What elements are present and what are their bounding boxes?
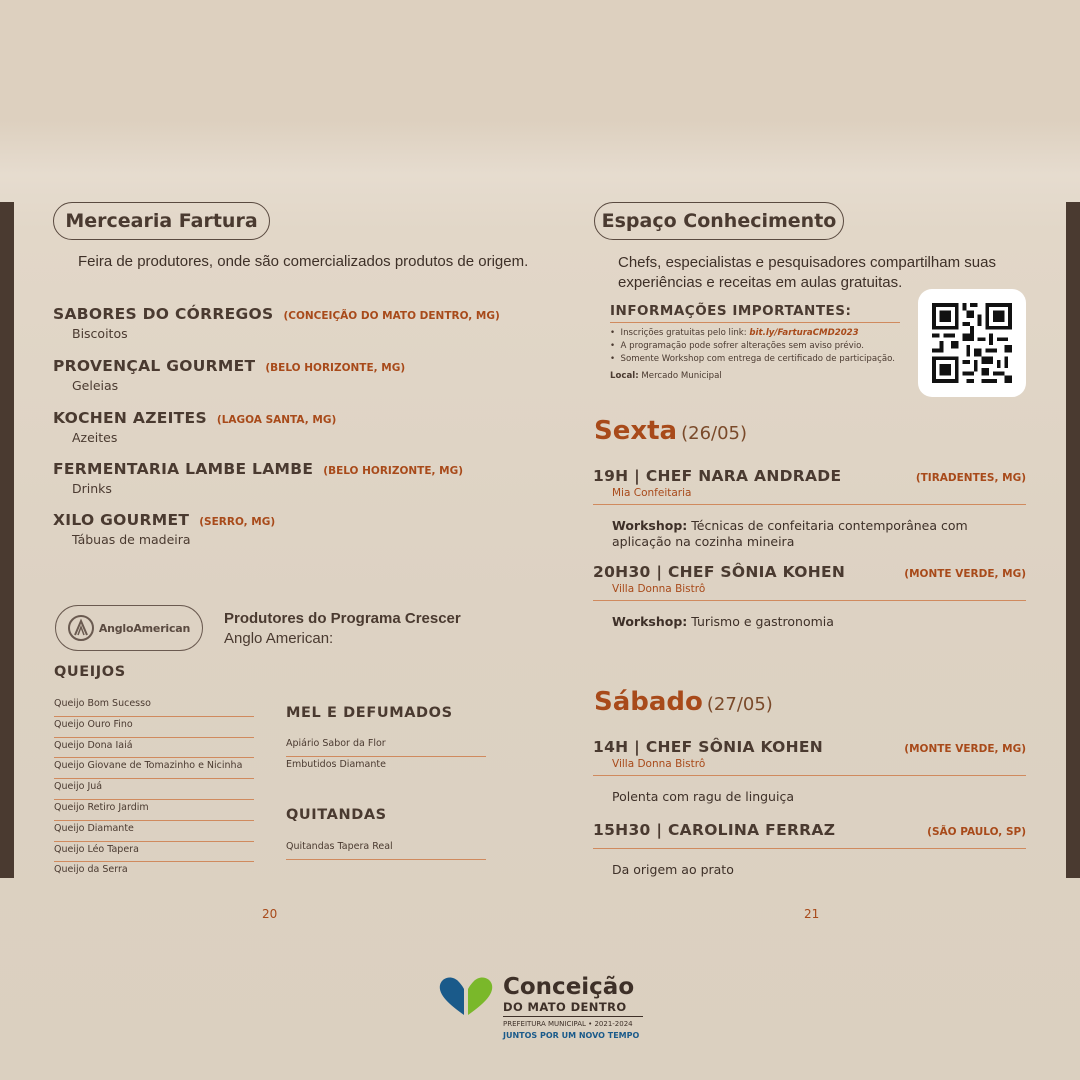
heart-icon bbox=[438, 975, 494, 1017]
list-item: Queijo Retiro Jardim bbox=[54, 800, 254, 821]
page-edge-right bbox=[1066, 202, 1080, 878]
producer-product: Tábuas de madeira bbox=[72, 532, 191, 547]
qr-code-icon bbox=[932, 303, 1012, 383]
producer-list bbox=[53, 304, 553, 561]
list-item: Queijo Dona Iaiá bbox=[54, 738, 254, 759]
event-title: 15H30 | CAROLINA FERRAZ bbox=[593, 821, 836, 839]
qr-code[interactable] bbox=[918, 289, 1026, 397]
producer-item bbox=[53, 304, 553, 356]
day-heading-sabado: Sábado (27/05) bbox=[594, 687, 773, 717]
espaco-title: Espaço Conhecimento bbox=[594, 202, 844, 240]
queijos-title: QUEIJOS bbox=[54, 664, 126, 680]
page-edge-left bbox=[0, 202, 14, 878]
mel-title: MEL E DEFUMADOS bbox=[286, 705, 453, 721]
producer-location: (LAGOA SANTA, MG) bbox=[216, 414, 337, 426]
event-item bbox=[593, 738, 1026, 805]
list-item: Embutidos Diamante bbox=[286, 758, 386, 770]
mel-list bbox=[286, 736, 486, 778]
footer-brand: Conceição DO MATO DENTRO PREFEITURA MUNICIPAL • 2021-2024 JUNTOS POR UM NOVO TEMPO bbox=[503, 974, 643, 1040]
producer-product: Drinks bbox=[72, 481, 112, 496]
list-item: Quitandas Tapera Real bbox=[286, 839, 486, 860]
event-description: Workshop: Turismo e gastronomia bbox=[612, 614, 834, 629]
divider bbox=[610, 322, 900, 323]
list-item: Queijo Juá bbox=[54, 779, 254, 800]
event-location: (TIRADENTES, MG) bbox=[915, 472, 1026, 484]
info-bullet: • Inscrições gratuitas pelo link: bit.ly/FarturaCMD2023 bbox=[610, 328, 859, 338]
producer-name: FERMENTARIA LAMBE LAMBE bbox=[53, 460, 314, 478]
info-title: INFORMAÇÕES IMPORTANTES: bbox=[610, 303, 852, 319]
heart-logo bbox=[438, 975, 494, 1021]
day-heading-sexta: Sexta (26/05) bbox=[594, 416, 748, 446]
list-item: Queijo Ouro Fino bbox=[54, 717, 254, 738]
list-item: Queijo Léo Tapera bbox=[54, 842, 254, 863]
producer-location: (SERRO, MG) bbox=[199, 516, 276, 528]
event-description: Polenta com ragu de linguiça bbox=[612, 789, 794, 804]
info-box bbox=[610, 303, 910, 383]
anglo-american-logo: AngloAmerican bbox=[55, 605, 203, 651]
producer-item bbox=[53, 510, 553, 561]
producer-product: Azeites bbox=[72, 430, 118, 445]
page-number-right: 21 bbox=[804, 907, 820, 921]
signup-link[interactable]: bit.ly/FarturaCMD2023 bbox=[749, 328, 859, 338]
list-item: Queijo da Serra bbox=[54, 864, 128, 876]
producer-item bbox=[53, 408, 553, 459]
list-item: Queijo Bom Sucesso bbox=[54, 696, 254, 717]
producer-name: SABORES DO CÓRREGOS bbox=[53, 305, 274, 323]
info-bullet: • A programação pode sofrer alterações sem aviso prévio. bbox=[610, 341, 864, 351]
event-title: 20H30 | CHEF SÔNIA KOHEN bbox=[593, 563, 846, 581]
producer-location: (BELO HORIZONTE, MG) bbox=[323, 465, 464, 477]
event-location: (SÃO PAULO, SP) bbox=[927, 826, 1026, 838]
producer-location: (CONCEIÇÃO DO MATO DENTRO, MG) bbox=[283, 310, 500, 322]
event-place: Villa Donna Bistrô bbox=[593, 583, 1026, 601]
producer-product: Geleias bbox=[72, 378, 119, 393]
event-location: (MONTE VERDE, MG) bbox=[904, 743, 1026, 755]
producer-location: (BELO HORIZONTE, MG) bbox=[265, 362, 406, 374]
event-location: (MONTE VERDE, MG) bbox=[904, 568, 1026, 580]
list-item: Apiário Sabor da Flor bbox=[286, 736, 486, 757]
anglo-american-icon bbox=[68, 615, 94, 641]
espaco-description: Chefs, especialistas e pesquisadores compartilham suas experiências e receitas em aulas gratuitas. bbox=[618, 254, 996, 291]
quitandas-list bbox=[286, 839, 486, 860]
sponsor-heading: Produtores do Programa Crescer Anglo American: bbox=[224, 610, 461, 647]
info-local: Local: Mercado Municipal bbox=[610, 371, 722, 381]
producer-name: PROVENÇAL GOURMET bbox=[53, 357, 256, 375]
queijos-list bbox=[54, 696, 254, 883]
producer-product: Biscoitos bbox=[72, 326, 128, 341]
mercearia-description: Feira de produtores, onde são comercializados produtos de origem. bbox=[78, 253, 529, 270]
mercearia-title: Mercearia Fartura bbox=[53, 202, 270, 240]
producer-name: XILO GOURMET bbox=[53, 511, 190, 529]
event-title: 19H | CHEF NARA ANDRADE bbox=[593, 467, 842, 485]
event-place: Villa Donna Bistrô bbox=[593, 758, 1026, 776]
event-place: Mia Confeitaria bbox=[593, 487, 1026, 505]
event-description: Da origem ao prato bbox=[612, 862, 734, 877]
info-bullet: • Somente Workshop com entrega de certificado de participação. bbox=[610, 354, 895, 364]
event-item bbox=[593, 821, 1026, 878]
event-item bbox=[593, 563, 1026, 630]
producer-item bbox=[53, 459, 553, 510]
page-number-left: 20 bbox=[262, 907, 278, 921]
producer-name: KOCHEN AZEITES bbox=[53, 409, 207, 427]
list-item: Queijo Diamante bbox=[54, 821, 254, 842]
quitandas-title: QUITANDAS bbox=[286, 807, 387, 823]
event-item bbox=[593, 467, 1026, 550]
event-description: Workshop: Técnicas de confeitaria contemporânea com aplicação na cozinha mineira bbox=[612, 518, 968, 549]
producer-item bbox=[53, 356, 553, 408]
event-title: 14H | CHEF SÔNIA KOHEN bbox=[593, 738, 824, 756]
list-item: Queijo Giovane de Tomazinho e Nicinha bbox=[54, 758, 254, 779]
